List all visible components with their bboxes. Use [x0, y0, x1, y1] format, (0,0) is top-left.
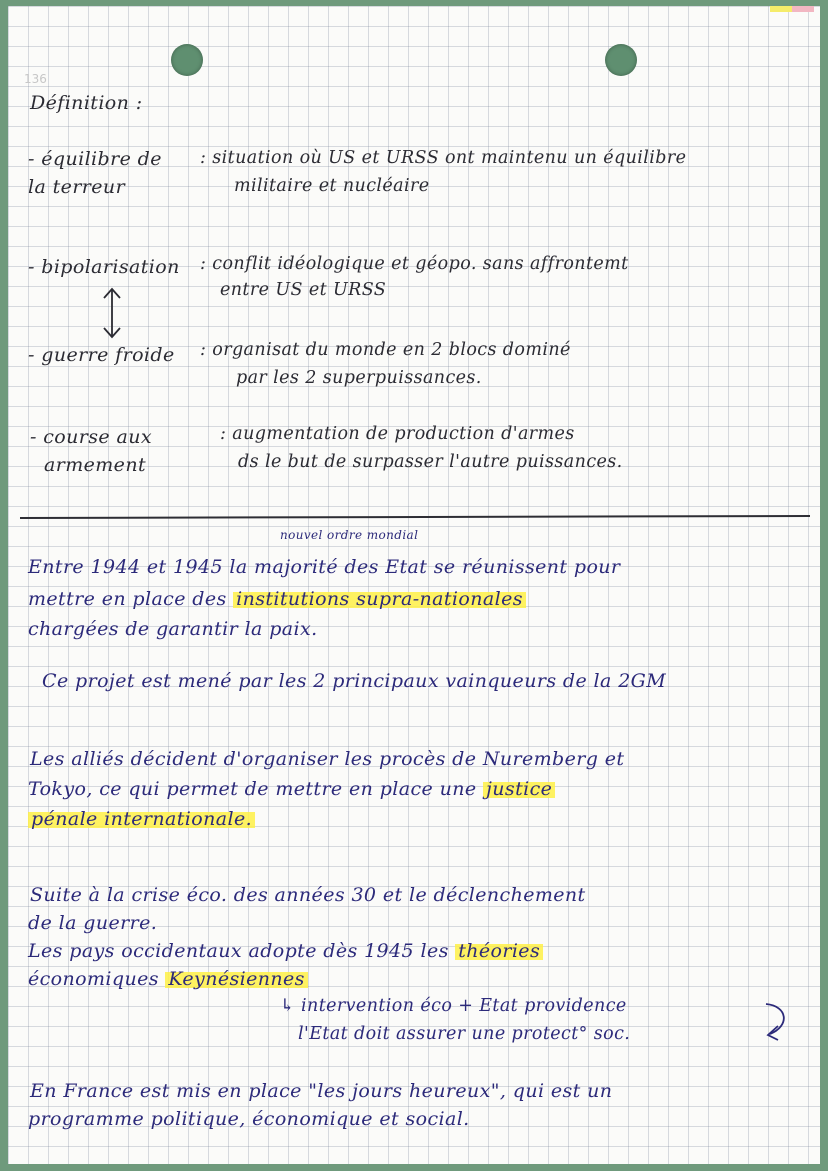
p4-line3-text: Les pays occidentaux adopte dès 1945 les: [28, 940, 456, 962]
def-bipolarisation-line2: entre US et URSS: [220, 280, 387, 300]
p4-line4-text: économiques: [28, 968, 166, 990]
notebook-page: [8, 6, 820, 1164]
p1-line3: chargées de garantir la paix.: [28, 618, 318, 640]
yellow-tab-marker: [770, 6, 792, 12]
section-divider: [20, 515, 810, 519]
highlight-justice: justice: [483, 778, 555, 800]
def-guerre-froide-line1: : organisat du monde en 2 blocs dominé: [200, 340, 571, 360]
definitions-title: Définition :: [30, 92, 143, 114]
p3-line2: [28, 778, 555, 800]
p4-line3: [28, 940, 543, 962]
p3-line3: [28, 808, 255, 830]
highlight-theories: théories: [455, 940, 543, 962]
highlight-penale-internationale: pénale internationale.: [28, 808, 255, 830]
highlight-institutions: institutions supra-nationales: [233, 588, 526, 610]
def-equilibre-line2: militaire et nucléaire: [234, 176, 430, 196]
highlight-keynesiennes: Keynésiennes: [165, 968, 307, 990]
def-equilibre-line1: : situation où US et URSS ont maintenu un équilibre: [200, 148, 687, 168]
p4-line4: [28, 968, 308, 990]
term-course-line1: - course aux: [30, 426, 152, 448]
def-bipolarisation-line1: : conflit idéologique et géopo. sans affrontemt: [200, 254, 629, 274]
p3-line2-text: Tokyo, ce qui permet de mettre en place une: [28, 778, 483, 800]
p2-line1: Ce projet est mené par les 2 principaux vainqueurs de la 2GM: [42, 670, 667, 692]
pink-tab-marker: [792, 6, 814, 12]
double-arrow-icon: [100, 286, 124, 340]
page-number: 136: [24, 72, 47, 86]
p5-line1: En France est mis en place "les jours heureux", qui est un: [30, 1080, 613, 1102]
p4-sub1: ↳ intervention éco + Etat providence: [280, 996, 627, 1016]
term-course-line2: armement: [44, 454, 147, 476]
punch-hole-left: [171, 44, 203, 76]
def-course-line2: ds le but de surpasser l'autre puissances.: [238, 452, 623, 472]
term-equilibre-line2: la terreur: [28, 176, 126, 198]
def-guerre-froide-line2: par les 2 superpuissances.: [236, 368, 482, 388]
p1-line1: Entre 1944 et 1945 la majorité des Etat se réunissent pour: [28, 556, 621, 578]
p1-line2: [28, 588, 526, 610]
p5-line2: programme politique, économique et social.: [28, 1108, 470, 1130]
p4-sub2: l'Etat doit assurer une protect° soc.: [298, 1024, 631, 1044]
curved-return-arrow-icon: [758, 1000, 794, 1044]
p1-line2-text: mettre en place des: [28, 588, 234, 610]
term-bipolarisation: - bipolarisation: [28, 256, 180, 278]
section-heading-nouvel-ordre: nouvel ordre mondial: [280, 528, 419, 542]
p4-line2: de la guerre.: [28, 912, 158, 934]
term-equilibre-line1: - équilibre de: [28, 148, 162, 170]
def-course-line1: : augmentation de production d'armes: [220, 424, 575, 444]
punch-hole-right: [605, 44, 637, 76]
p4-line1: Suite à la crise éco. des années 30 et le déclenchement: [30, 884, 586, 906]
term-guerre-froide: - guerre froide: [28, 344, 175, 366]
p3-line1: Les alliés décident d'organiser les procès de Nuremberg et: [30, 748, 625, 770]
